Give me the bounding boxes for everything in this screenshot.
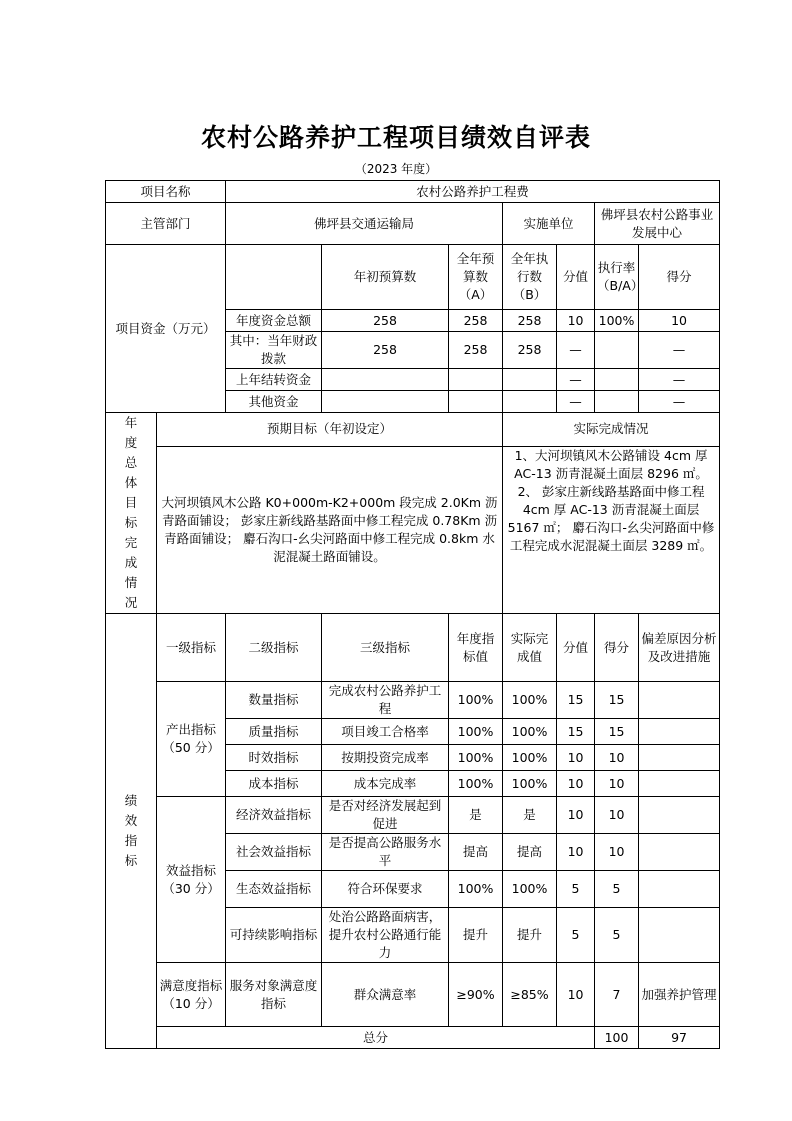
impl-unit-label: 实施单位 [503,203,595,245]
l1-output: 产出指标（50 分） [157,682,226,797]
year-subtitle: （2023 年度） [354,162,438,176]
l1-benefit: 效益指标（30 分） [157,797,226,963]
perf-header-value: 分值 [557,614,595,682]
total-score: 97 [639,1027,720,1049]
perf-header-target: 年度指标值 [449,614,503,682]
funds-header-value: 分值 [557,245,595,310]
perf-header-l3: 三级指标 [322,614,449,682]
dept-label: 主管部门 [106,203,226,245]
funds-row: 其中：当年财政拨款 258 258 258 — — [106,332,720,369]
funds-header-exec: 全年执行数（B） [503,245,557,310]
project-name-label: 项目名称 [106,181,226,203]
dept-value: 佛坪县交通运输局 [226,203,503,245]
goals-expected-header: 预期目标（年初设定） [157,413,503,447]
table-row: 质量指标 项目竣工合格率 100% 100% 15 15 [106,719,720,745]
funds-label: 项目资金（万元） [106,245,226,413]
funds-row: 上年结转资金 — — [106,369,720,391]
perf-header-l2: 二级指标 [226,614,322,682]
total-value: 100 [595,1027,639,1049]
perf-label: 绩效指标 [106,614,157,1049]
table-row: 生态效益指标 符合环保要求 100% 100% 5 5 [106,871,720,908]
table-row: 效益指标（30 分） 经济效益指标 是否对经济发展起到促进 是 是 10 10 [106,797,720,834]
perf-header-l1: 一级指标 [157,614,226,682]
project-name-value: 农村公路养护工程费 [226,181,720,203]
total-label: 总分 [157,1027,595,1049]
goals-actual-text: 1、大河坝镇风木公路铺设 4cm 厚 AC-13 沥青混凝土面层 8296 ㎡。2、 彭家庄新线路基路面中修工程 4cm 厚 AC-13 沥青混凝土面层 5167 ㎡； 麝石沟口-幺尖河路面中修工程完成水泥混凝土面层 3289 ㎡。 [503,446,720,613]
funds-header-initial: 年初预算数 [322,245,449,310]
table-row: 产出指标（50 分） 数量指标 完成农村公路养护工程 100% 100% 15 15 [106,682,720,719]
funds-row: 年度资金总额 258 258 258 10 100% 10 [106,310,720,332]
goals-actual-header: 实际完成情况 [503,413,720,447]
impl-unit-value: 佛坪县农村公路事业发展中心 [595,203,720,245]
perf-header-score: 得分 [595,614,639,682]
table-row: 成本指标 成本完成率 100% 100% 10 10 [106,771,720,797]
funds-header-rate: 执行率（B/A） [595,245,639,310]
table-row: 时效指标 按期投资完成率 100% 100% 10 10 [106,745,720,771]
goals-expected-text: 大河坝镇风木公路 K0+000m-K2+000m 段完成 2.0Km 沥青路面铺设； 彭家庄新线路基路面中修工程完成 0.78Km 沥青路面铺设； 麝石沟口-幺尖河路面中修工程完成 0.8km 水泥混凝土路面铺设。 [157,446,503,613]
funds-header-score: 得分 [639,245,720,310]
self-evaluation-table [105,180,720,1049]
funds-header-annual: 全年预算数（A） [449,245,503,310]
perf-header-reason: 偏差原因分析及改进措施 [639,614,720,682]
l1-satisfaction: 满意度指标（10 分） [157,963,226,1027]
table-row: 社会效益指标 是否提高公路服务水平 提高 提高 10 10 [106,834,720,871]
goals-label: 年度总体目标完成情况 [106,413,157,614]
funds-row: 其他资金 — — [106,391,720,413]
table-row: 满意度指标（10 分） 服务对象满意度指标 群众满意率 ≥90% ≥85% 10 7 加强养护管理 [106,963,720,1027]
table-row: 可持续影响指标 处治公路路面病害，提升农村公路通行能力 提升 提升 5 5 [106,908,720,963]
perf-header-actual: 实际完成值 [503,614,557,682]
page-title: 农村公路养护工程项目绩效自评表 [200,123,591,152]
